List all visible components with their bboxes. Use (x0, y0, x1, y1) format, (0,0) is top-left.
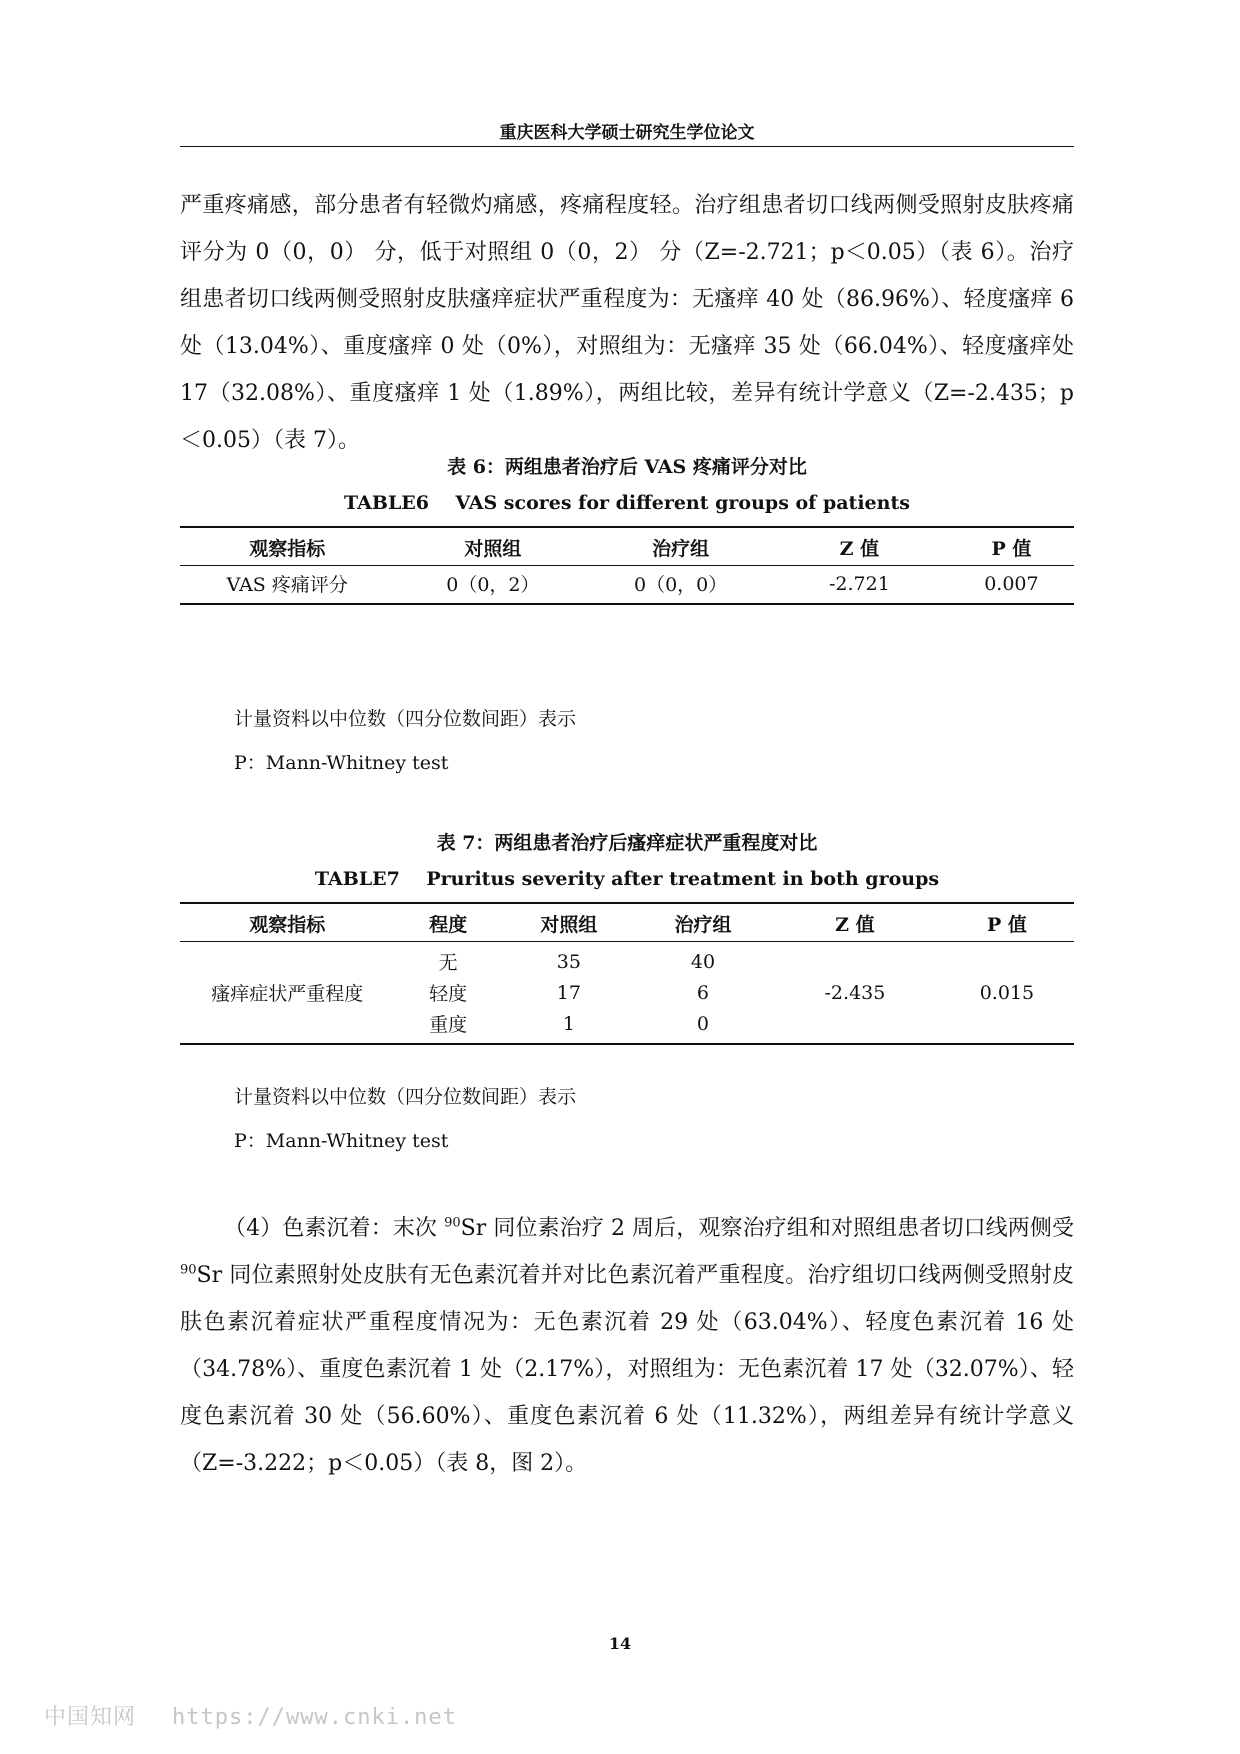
paragraph2-text-3: Sr 同位素照射处皮肤有无色素沉着并对比色素沉着严重程度。治疗组切口线两侧受照射皮肤色素沉着症状严重程度情况为：无色素沉着 29 处（63.04%）、轻度色素沉着 16 处（34.78%）、重度色素沉着 1 处（2.17%），对照组为：无色素沉着 17 处（32.07%）、轻度色素沉着 30 处（56.60%）、重度色素沉着 6 处（11.32%），两组差异有统计学意义（Z=-3.222；p＜0.05）（表 8，图 2）。 (180, 1263, 1074, 1476)
watermark-url: https://www.cnki.net (172, 1705, 457, 1730)
table-row (180, 566, 1074, 605)
table7-cell-treatment: 6 (696, 981, 709, 1004)
table7-cell-treatment: 40 (690, 950, 716, 973)
table7-header-control: 对照组 (502, 903, 636, 942)
table7-header-level: 程度 (395, 903, 502, 942)
table7-header-row (180, 903, 1074, 942)
table6-header-z: Z 值 (770, 527, 949, 566)
running-header: 重庆医科大学硕士研究生学位论文 (499, 123, 755, 143)
table7-cell-level: 无 (438, 952, 458, 974)
table6-cell-p: 0.007 (949, 566, 1074, 605)
isotope-mass-number: 90 (180, 1262, 197, 1278)
table7-cell-control: 1 (502, 1008, 636, 1044)
table6-header-row (180, 527, 1074, 566)
paragraph2-text-1: （4）色素沉着：末次 (224, 1216, 445, 1241)
table6-note-2: P：Mann-Whitney test (234, 752, 449, 774)
table6-cell-indicator: VAS 疼痛评分 (180, 566, 395, 605)
table7 (180, 902, 1074, 1045)
table6-header-indicator: 观察指标 (180, 527, 395, 566)
table7-header-p: P 值 (940, 903, 1074, 942)
table6-cell-control: 0（0，2） (395, 566, 592, 605)
header-rule (180, 146, 1074, 147)
table7-cell-control: 17 (556, 981, 581, 1004)
table7-cell-indicator: 瘙痒症状严重程度 (180, 942, 395, 1045)
table6-header-control: 对照组 (395, 527, 592, 566)
table6 (180, 526, 1074, 605)
table7-header-indicator: 观察指标 (180, 903, 395, 942)
isotope-mass-number: 90 (444, 1215, 461, 1231)
watermark-brand: 中国知网 (44, 1705, 137, 1730)
table6-header-treatment: 治疗组 (591, 527, 770, 566)
table7-cell-level: 轻度 (429, 983, 468, 1005)
table6-cell-treatment: 0（0，0） (591, 566, 770, 605)
table6-note-1: 计量资料以中位数（四分位数间距）表示 (234, 708, 577, 730)
table6-header-p: P 值 (949, 527, 1074, 566)
table6-cell-z: -2.721 (770, 566, 949, 605)
table7-caption-en: TABLE7 Pruritus severity after treatment in both groups (314, 868, 940, 890)
paragraph2-text-2: Sr 同位素治疗 2 周后，观察治疗组和对照组患者切口线两侧受 (460, 1216, 1074, 1241)
table7-cell-z: -2.435 (770, 942, 940, 1045)
table6-caption-cn: 表 6：两组患者治疗后 VAS 疼痛评分对比 (447, 456, 807, 478)
table7-cell-control: 35 (556, 950, 581, 973)
table7-header-z: Z 值 (770, 903, 940, 942)
table7-cell-level: 重度 (395, 1008, 502, 1044)
table-row (180, 942, 1074, 978)
cnki-watermark (44, 1700, 457, 1731)
table7-cell-treatment: 0 (636, 1008, 770, 1044)
table7-cell-p: 0.015 (940, 942, 1074, 1045)
body-paragraph-1: 严重疼痛感，部分患者有轻微灼痛感，疼痛程度轻。治疗组患者切口线两侧受照射皮肤疼痛评分为 0（0，0） 分，低于对照组 0（0，2） 分（Z=-2.721；p＜0.05）（表 6）。治疗组患者切口线两侧受照射皮肤瘙痒症状严重程度为：无瘙痒 40 处（86.96%）、轻度瘙痒 6 处（13.04%）、重度瘙痒 0 处（0%），对照组为：无瘙痒 35 处（66.04%）、轻度瘙痒处 17（32.08%）、重度瘙痒 1 处（1.89%），两组比较，差异有统计学意义（Z=-2.435；p＜0.05）（表 7）。 (180, 193, 1074, 453)
body-paragraph-2 (180, 1205, 1074, 1487)
page-number: 14 (608, 1634, 632, 1653)
table7-note-2: P：Mann-Whitney test (234, 1130, 449, 1152)
table6-caption-en: TABLE6 VAS scores for different groups of patients (344, 492, 910, 514)
table7-note-1: 计量资料以中位数（四分位数间距）表示 (234, 1086, 577, 1108)
table7-caption-cn: 表 7：两组患者治疗后瘙痒症状严重程度对比 (436, 832, 818, 854)
table7-header-treatment: 治疗组 (636, 903, 770, 942)
